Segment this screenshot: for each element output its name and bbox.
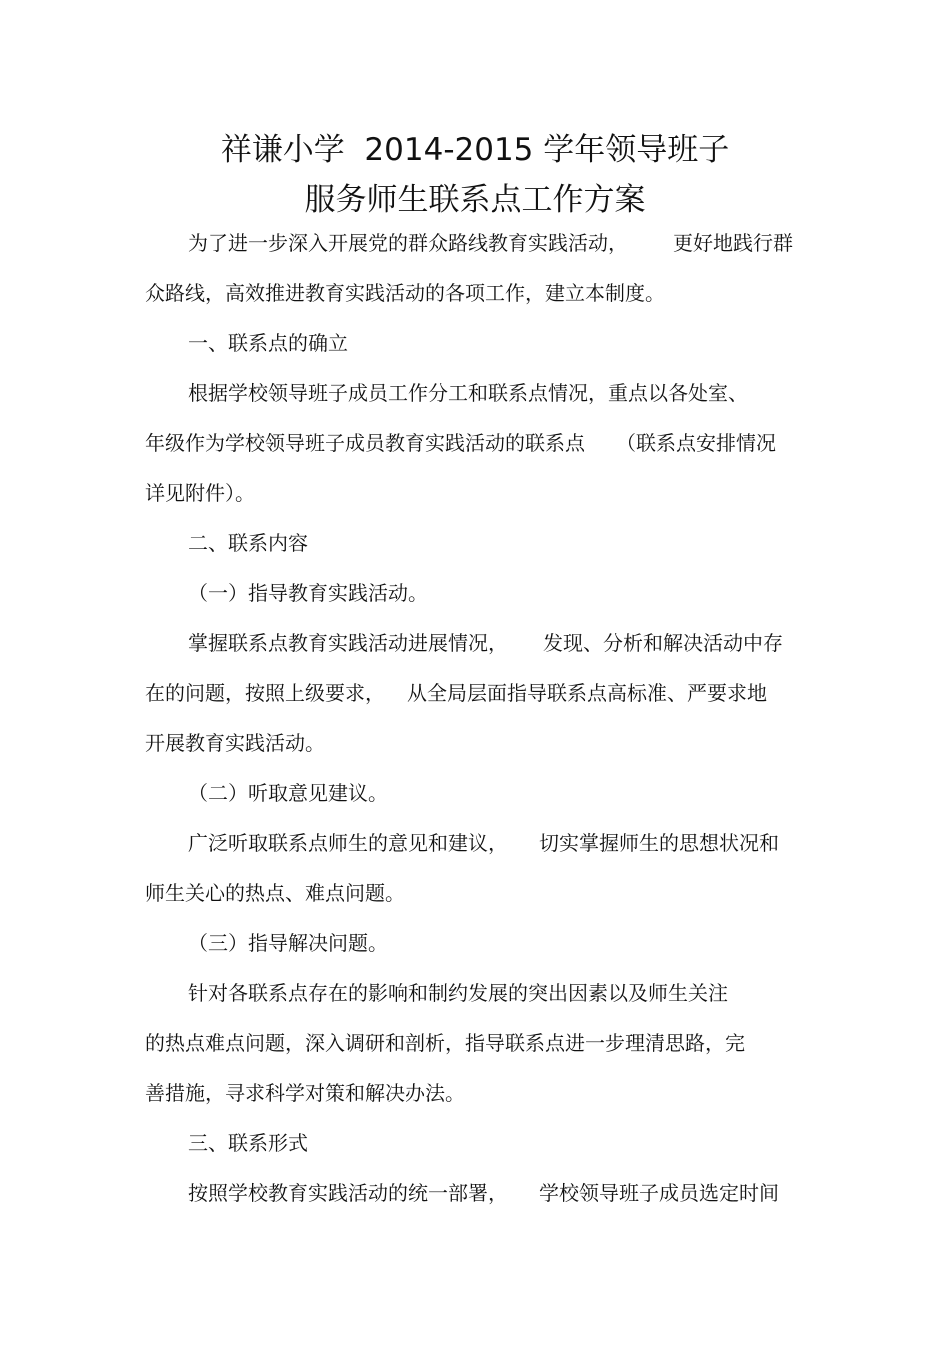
- section-heading: 一、联系点的确立: [188, 331, 348, 355]
- paragraph-line: 在的问题，按照上级要求，: [145, 681, 385, 705]
- subsection-heading: （一）指导教育实践活动。: [188, 581, 428, 605]
- subsection-heading: （三）指导解决问题。: [188, 931, 388, 955]
- paragraph-line-continuation: 从全局层面指导联系点高标准、严要求地: [407, 681, 767, 705]
- paragraph-line: 针对各联系点存在的影响和制约发展的突出因素以及师生关注: [188, 981, 728, 1005]
- paragraph-line-continuation: 切实掌握师生的思想状况和: [539, 831, 779, 855]
- paragraph-line: 众路线，高效推进教育实践活动的各项工作，建立本制度。: [145, 281, 665, 305]
- paragraph-line: 开展教育实践活动。: [145, 731, 325, 755]
- paragraph-line-continuation: 更好地践行群: [673, 231, 793, 255]
- paragraph-line: 掌握联系点教育实践活动进展情况，: [188, 631, 508, 655]
- paragraph-line-continuation: 学校领导班子成员选定时间: [539, 1181, 779, 1205]
- paragraph-line: 详见附件）。: [145, 481, 255, 505]
- subsection-heading: （二）听取意见建议。: [188, 781, 388, 805]
- paragraph-line: 师生关心的热点、难点问题。: [145, 881, 405, 905]
- paragraph-line: 按照学校教育实践活动的统一部署，: [188, 1181, 508, 1205]
- paragraph-line: 年级作为学校领导班子成员教育实践活动的联系点: [145, 431, 585, 455]
- paragraph-line: 善措施，寻求科学对策和解决办法。: [145, 1081, 465, 1105]
- document-title-line-2: 服务师生联系点工作方案: [304, 182, 646, 218]
- paragraph-line: 为了进一步深入开展党的群众路线教育实践活动，: [188, 231, 628, 255]
- paragraph-line-continuation: 发现、分析和解决活动中存: [543, 631, 783, 655]
- section-heading: 二、联系内容: [188, 531, 308, 555]
- document-title-line-1: 祥谦小学 2014-2015 学年领导班子: [220, 132, 730, 168]
- section-heading: 三、联系形式: [188, 1131, 308, 1155]
- paragraph-line-continuation: （联系点安排情况: [616, 431, 776, 455]
- paragraph-line: 根据学校领导班子成员工作分工和联系点情况，重点以各处室、: [188, 381, 748, 405]
- paragraph-line: 的热点难点问题，深入调研和剖析，指导联系点进一步理清思路，完: [145, 1031, 745, 1055]
- paragraph-line: 广泛听取联系点师生的意见和建议，: [188, 831, 508, 855]
